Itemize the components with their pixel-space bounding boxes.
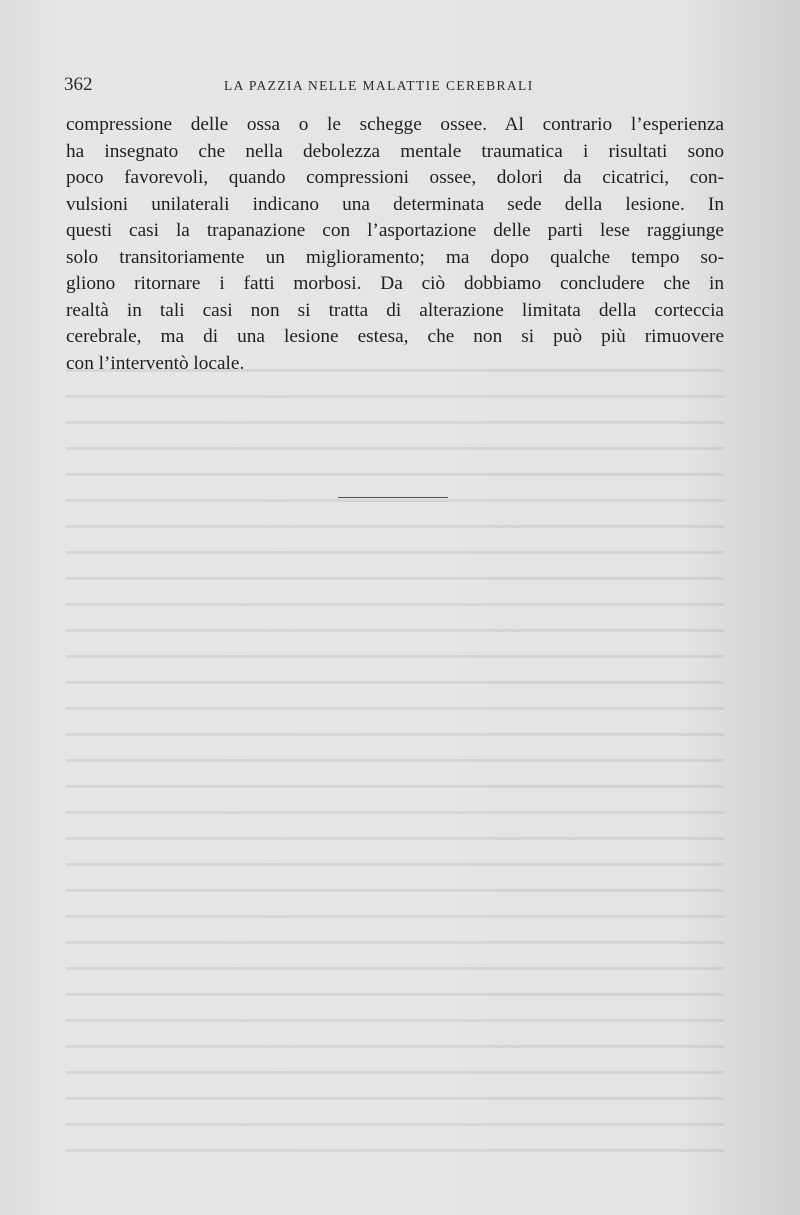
text-line: ha insegnato che nella debolezza mentale traumatica i risultati sono [66,140,724,162]
text-line: vulsioni unilaterali indicano una determinata sede della lesione. In [66,193,724,215]
text-line: realtà in tali casi non si tratta di alterazione limitata della corteccia [66,299,724,321]
text-line: poco favorevoli, quando compressioni ossee, dolori da cicatrici, con- [66,167,724,188]
page-header [64,74,722,98]
text-line: con l’interventò locale. [66,352,245,374]
text-line: solo transitoriamente un miglioramento; ma dopo qualche tempo so- [66,246,724,268]
section-separator [338,497,448,498]
paragraph [66,112,724,377]
page-number: 362 [64,74,93,95]
show-through-text [66,355,724,1155]
text-line: questi casi la trapanazione con l’asportazione delle parti lese raggiunge [66,220,724,241]
text-line: compressione delle ossa o le schegge ossee. Al contrario l’esperienza [66,114,724,135]
text-line: gliono ritornare i fatti morbosi. Da ciò dobbiamo concludere che in [66,273,724,294]
text-line: cerebrale, ma di una lesione estesa, che non si può più rimuovere [66,326,724,347]
running-title: LA PAZZIA NELLE MALATTIE CEREBRALI [224,78,534,93]
